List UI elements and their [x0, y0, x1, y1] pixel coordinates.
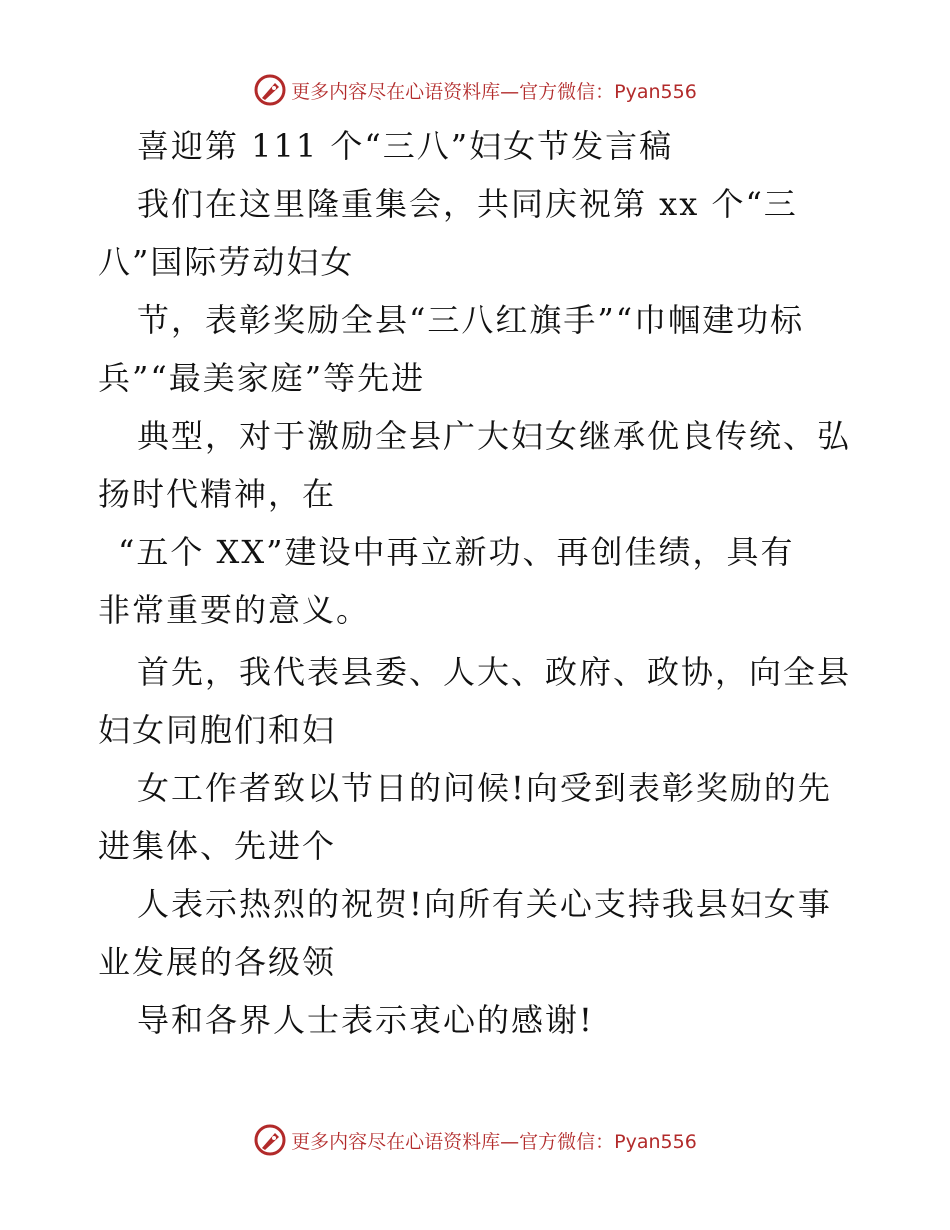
paragraph-line: 妇女同胞们和妇 — [98, 711, 337, 749]
paragraph-line: 首先，我代表县委、人大、政府、政协，向全县 — [137, 653, 852, 691]
document-title: 喜迎第 111 个“三八”妇女节发言稿 — [137, 127, 674, 165]
paragraph-line: “五个 XX”建设中再立新功、再创佳绩，具有 — [118, 533, 795, 571]
wechat-handle: Pyan556 — [614, 80, 697, 103]
pen-nib-logo-icon — [253, 1123, 287, 1157]
footer-banner-text: 更多内容尽在心语资料库—官方微信：Pyan556 — [291, 1130, 697, 1153]
paragraph-line: 典型，对于激励全县广大妇女继承优良传统、弘 — [137, 417, 852, 455]
paragraph-line: 导和各界人士表示衷心的感谢! — [137, 1001, 594, 1039]
paragraph-line: 女工作者致以节日的问候!向受到表彰奖励的先 — [137, 769, 832, 807]
paragraph-line: 扬时代精神，在 — [98, 475, 337, 513]
paragraph-line: 业发展的各级领 — [98, 943, 337, 981]
header-banner-text: 更多内容尽在心语资料库—官方微信：Pyan556 — [291, 80, 697, 103]
wechat-handle: Pyan556 — [614, 1130, 697, 1153]
paragraph-line: 我们在这里隆重集会，共同庆祝第 xx 个“三 — [137, 185, 798, 223]
pen-nib-logo-icon — [253, 73, 287, 107]
paragraph-line: 节，表彰奖励全县“三八红旗手”“巾帼建功标 — [137, 301, 805, 339]
paragraph-line: 兵”“最美家庭”等先进 — [98, 359, 426, 397]
paragraph-line: 进集体、先进个 — [98, 827, 337, 865]
footer-banner — [0, 1120, 950, 1160]
paragraph-line: 人表示热烈的祝贺!向所有关心支持我县妇女事 — [137, 885, 832, 923]
paragraph-line: 非常重要的意义。 — [98, 591, 371, 629]
header-banner — [0, 70, 950, 110]
paragraph-line: 八”国际劳动妇女 — [98, 243, 355, 281]
